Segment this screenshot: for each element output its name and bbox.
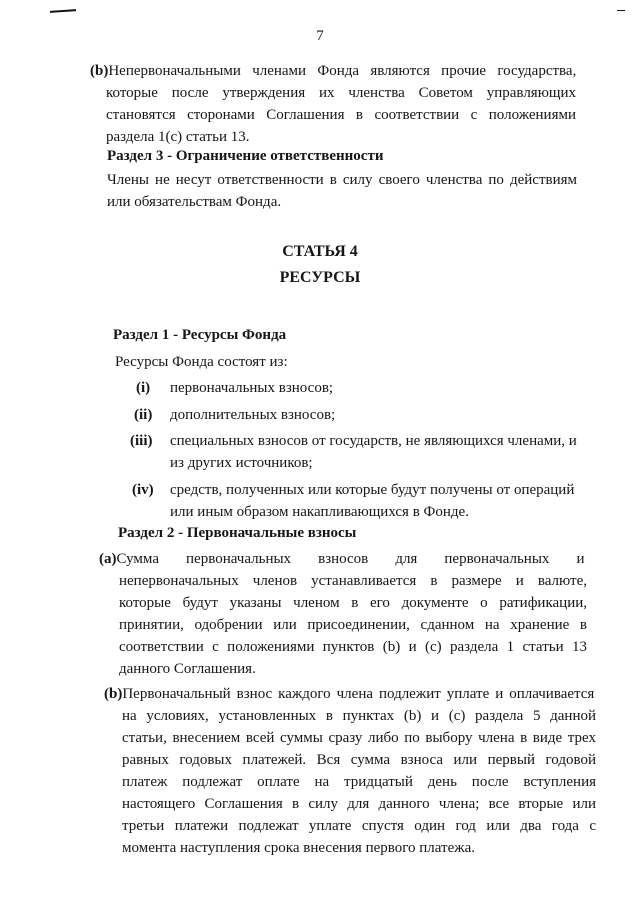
- paragraph-line: равных годовых платежей. Вся сумма взноса или первый годовой: [122, 752, 596, 768]
- list-marker: (ii): [134, 407, 153, 423]
- paragraph-line: Непервоначальными членами Фонда являются прочие государства,: [108, 63, 577, 79]
- section-3-paragraph: [107, 169, 577, 213]
- list-marker: (i): [136, 380, 151, 396]
- paragraph-b-non-original-members: [90, 60, 576, 148]
- article-number: СТАТЬЯ 4: [282, 243, 358, 260]
- list-item-text: из других источников;: [170, 455, 313, 471]
- paragraph-line: которые будут указаны членом в его документе о ратификации,: [119, 595, 587, 611]
- paragraph-line: данного Соглашения.: [119, 661, 256, 677]
- paragraph-line: или обязательствам Фонда.: [107, 194, 282, 210]
- paragraph-line: Члены не несут ответственности в силу своего членства по действиям: [107, 172, 577, 188]
- paragraph-line: Сумма первоначальных взносов для первоначальных и: [116, 551, 585, 567]
- paragraph-line: непервоначальных членов устанавливается в размере и валюте,: [119, 573, 587, 589]
- paragraph-line: платеж подлежат оплате на тридцатый день после вступления: [122, 774, 596, 790]
- list-marker: (iv): [132, 482, 154, 498]
- list-marker: (a): [99, 551, 117, 567]
- list-item-text: или иным образом накапливающихся в Фонде.: [170, 504, 469, 520]
- paragraph-line: соответствии с положениями пунктов (b) и (с) раздела 1 статьи 13: [119, 639, 587, 655]
- page-number: 7: [316, 28, 324, 44]
- paragraph-a-initial-contributions: [99, 548, 587, 680]
- paragraph-line: момента наступления срока внесения первого платежа.: [122, 840, 476, 856]
- list-marker: (b): [104, 686, 123, 702]
- section-3-heading: Раздел 3 - Ограничение ответственности: [107, 148, 384, 164]
- paragraph-b-payment-terms: [104, 683, 596, 859]
- list-item-text: средств, полученных или которые будут получены от операций: [170, 482, 575, 498]
- paragraph-line: третьи платежи подлежат уплате спустя один год или два года с: [122, 818, 596, 834]
- paragraph-line: раздела 1(с) статьи 13.: [106, 129, 250, 145]
- list-marker: (b): [90, 63, 109, 79]
- paragraph-line: становятся сторонами Соглашения в соответствии с положениями: [106, 107, 576, 123]
- list-item-text: первоначальных взносов;: [170, 380, 334, 396]
- scan-artifact: [617, 10, 625, 11]
- paragraph-line: Первоначальный взнос каждого члена подлежит уплате и оплачивается: [122, 686, 595, 702]
- scan-artifact: [50, 9, 76, 13]
- paragraph-line: на условиях, установленных в пунктах (b) и (с) раздела 5 данной: [122, 708, 596, 724]
- paragraph-line: настоящего Соглашения в силу для данного члена; все вторые или: [122, 796, 596, 812]
- list-marker: (iii): [130, 433, 153, 449]
- section-2-heading: Раздел 2 - Первоначальные взносы: [118, 525, 357, 541]
- section-1-intro: Ресурсы Фонда состоят из:: [115, 354, 288, 370]
- paragraph-line: принятии, одобрении или присоединении, сданном на хранение в: [119, 617, 587, 633]
- list-item-text: специальных взносов от государств, не являющихся членами, и: [170, 433, 577, 449]
- list-item-text: дополнительных взносов;: [170, 407, 336, 423]
- paragraph-line: статьи, внесением всей суммы сразу либо по выбору члена в виде трех: [122, 730, 596, 746]
- article-title: РЕСУРСЫ: [279, 269, 361, 286]
- paragraph-line: которые после утверждения их членства Советом управляющих: [106, 85, 576, 101]
- section-1-heading: Раздел 1 - Ресурсы Фонда: [113, 327, 287, 343]
